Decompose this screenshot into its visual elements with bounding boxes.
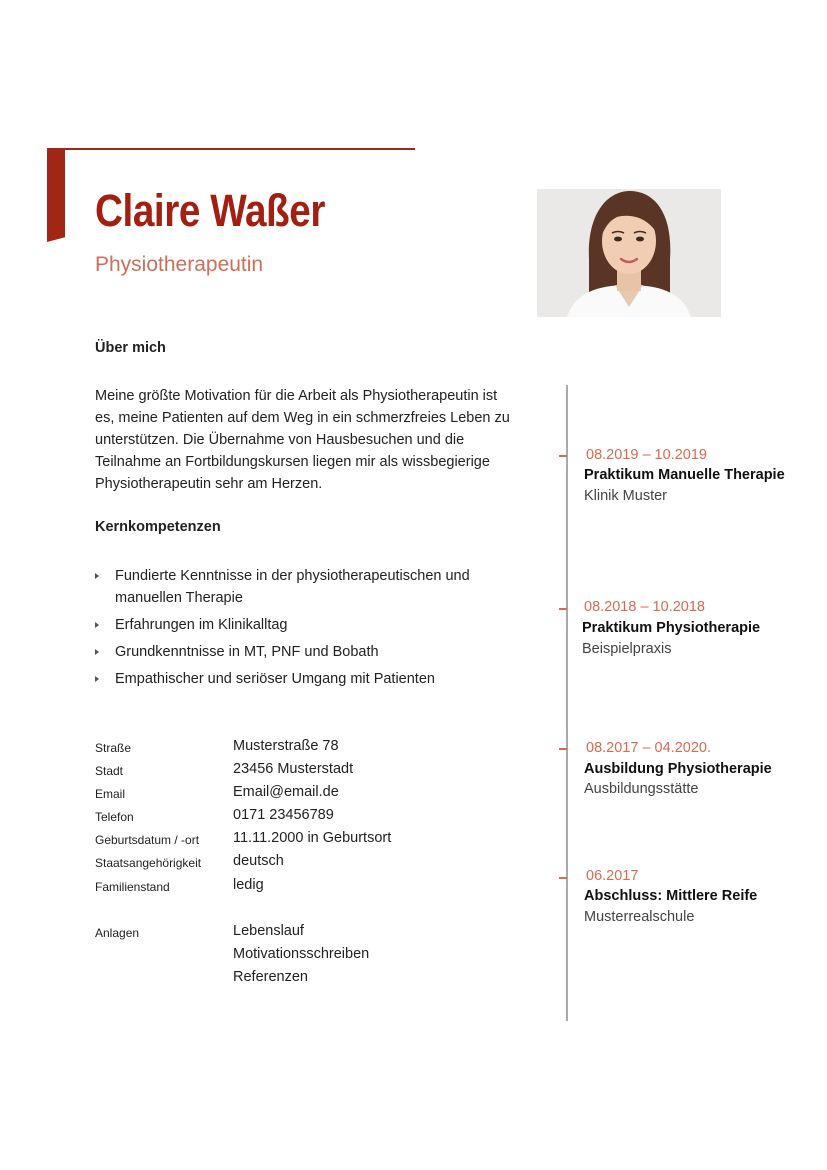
header-accent-bar: [47, 148, 65, 242]
label-nationality: Staatsangehörigkeit: [95, 856, 202, 870]
timeline-place: Beispielpraxis: [582, 641, 672, 657]
timeline-title: Praktikum Physiotherapie: [582, 620, 761, 636]
skill-item: [95, 565, 525, 609]
timeline-date: 08.2017 – 04.2020.: [586, 740, 711, 756]
skill-item: [95, 641, 525, 663]
skill-text: Erfahrungen im Klinikalltag: [115, 617, 288, 633]
skill-text: Fundierte Kenntnisse in der physiotherapeutischen und manuellen Therapie: [115, 568, 470, 606]
value-email: Email@email.de: [233, 784, 339, 800]
timeline-marker: [559, 455, 567, 457]
label-phone: Telefon: [95, 810, 134, 824]
about-text: Meine größte Motivation für die Arbeit als Physiotherapeutin ist es, meine Patienten auf dem Weg in ein schmerzfreies Leben zu unterstützen. Die Übernahme von Hausbesuchen und die Teilnahme an Fortbildungskursen liegen mir als wissbegierige Physiotherapeutin sehr am Herzen.: [95, 388, 510, 492]
skill-item: [95, 614, 525, 636]
timeline-date: 08.2019 – 10.2019: [586, 447, 707, 463]
attachment-item: Motivationsschreiben: [233, 946, 370, 962]
value-birth: 11.11.2000 in Geburtsort: [233, 830, 392, 846]
about-heading: Über mich: [95, 340, 166, 356]
skill-item: [95, 668, 525, 690]
bullet-icon: [95, 622, 99, 628]
applicant-name: Claire Waßer: [95, 185, 325, 236]
header-rule: [47, 148, 415, 150]
label-marital-status: Familienstand: [95, 880, 170, 894]
attachment-item: Referenzen: [233, 969, 308, 985]
label-city: Stadt: [95, 764, 124, 778]
profile-photo: [537, 189, 721, 317]
value-city: 23456 Musterstadt: [233, 761, 354, 777]
value-nationality: deutsch: [233, 853, 284, 869]
value-phone: 0171 23456789: [233, 807, 334, 823]
timeline-date: 08.2018 – 10.2018: [584, 599, 705, 615]
timeline-marker: [559, 877, 567, 879]
value-street: Musterstraße 78: [233, 738, 339, 754]
value-marital-status: ledig: [233, 877, 264, 893]
bullet-icon: [95, 649, 99, 655]
portrait-image: [537, 189, 721, 317]
skill-text: Grundkenntnisse in MT, PNF und Bobath: [115, 644, 379, 660]
label-email: Email: [95, 787, 126, 801]
timeline-place: Ausbildungsstätte: [584, 781, 699, 797]
timeline-title: Praktikum Manuelle Therapie: [584, 467, 785, 483]
label-attachments: Anlagen: [95, 926, 140, 940]
timeline-title: Ausbildung Physiotherapie: [584, 761, 772, 777]
timeline-place: Klinik Muster: [584, 488, 667, 504]
timeline-line: [566, 385, 568, 1021]
label-birth: Geburtsdatum / -ort: [95, 833, 200, 847]
attachment-item: Lebenslauf: [233, 923, 304, 939]
timeline-title: Abschluss: Mittlere Reife: [584, 888, 758, 904]
timeline-place: Musterrealschule: [584, 909, 695, 925]
skills-heading: Kernkompetenzen: [95, 519, 221, 535]
timeline-marker: [559, 748, 567, 750]
timeline-date: 06.2017: [586, 868, 639, 884]
bullet-icon: [95, 676, 99, 682]
job-title: Physiotherapeutin: [95, 253, 264, 276]
label-street: Straße: [95, 741, 132, 755]
skills-list: [95, 565, 525, 695]
skill-text: Empathischer und seriöser Umgang mit Patienten: [115, 671, 435, 687]
timeline-marker: [559, 608, 567, 610]
bullet-icon: [95, 573, 99, 579]
